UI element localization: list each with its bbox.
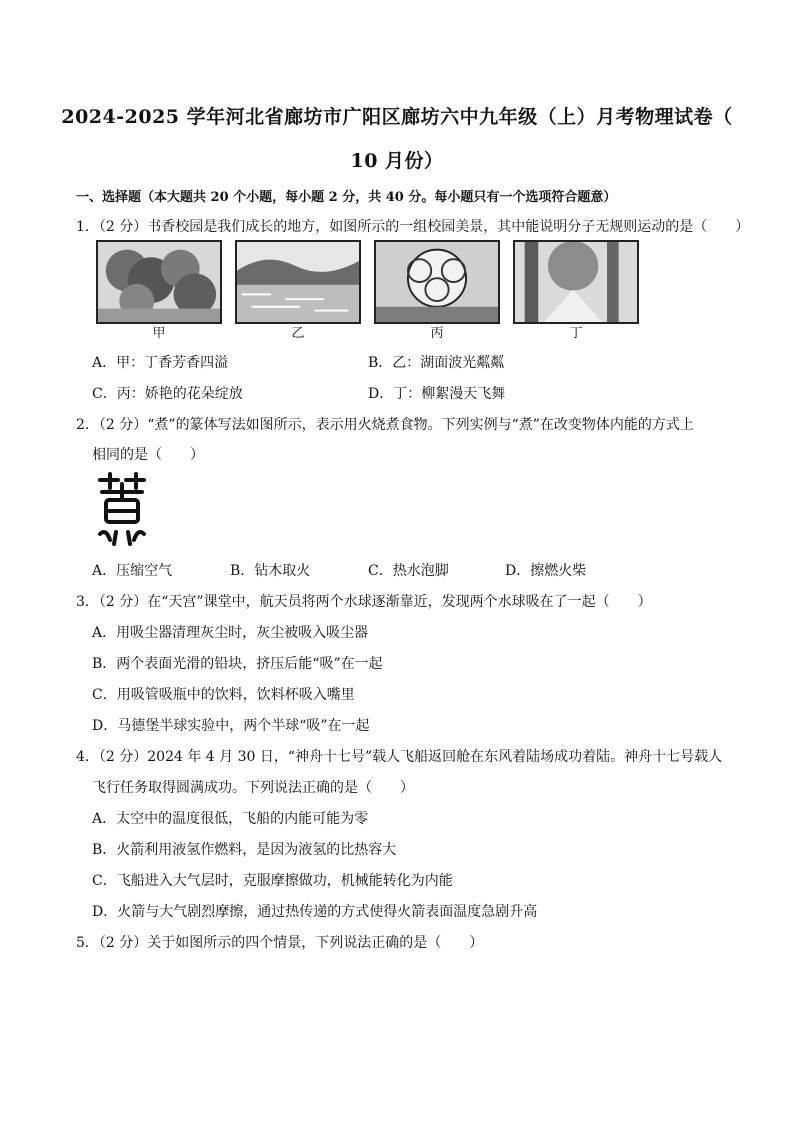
photo-yi-lake: [235, 240, 361, 324]
exam-title-line2: 10 月份）: [350, 150, 444, 172]
q1-stem: 1．（2 分）书香校园是我们成长的地方，如图所示的一组校园美景，其中能说明分子无规则运动的是（ ）: [76, 219, 750, 235]
q2-stem-line2: 相同的是（ ）: [92, 447, 204, 463]
q5-stem: 5．（2 分）关于如图所示的四个情景，下列说法正确的是（ ）: [76, 935, 484, 951]
photo-ding-catkins: [513, 240, 639, 324]
photo-label-bing: 丙: [430, 326, 444, 341]
q4-stem-line2: 飞行任务取得圆满成功。下列说法正确的是（ ）: [92, 780, 414, 796]
q1-option-d: D．丁：柳絮漫天飞舞: [368, 386, 506, 402]
q2-option-d: D．擦燃火柴: [505, 563, 587, 579]
photo-label-jia: 甲: [152, 326, 166, 341]
q3-option-a: A．用吸尘器清理灰尘时，灰尘被吸入吸尘器: [92, 625, 369, 641]
q4-option-a: A．太空中的温度很低，飞船的内能可能为零: [92, 811, 369, 827]
q2-option-a: A．压缩空气: [92, 563, 173, 579]
q2-option-c: C．热水泡脚: [368, 563, 449, 579]
photo-jia-lilac: [96, 240, 222, 324]
q3-stem: 3．（2 分）在“天宫”课堂中，航天员将两个水球逐渐靠近，发现两个水球吸在了一起（ ）: [76, 594, 652, 610]
q1-option-a: A．甲：丁香芳香四溢: [92, 355, 229, 371]
q4-option-d: D．火箭与大气剧烈摩擦，通过热传递的方式使得火箭表面温度急剧升高: [92, 904, 538, 920]
q2-stem-line1: 2．（2 分）“煮”的篆体写法如图所示，表示用火烧煮食物。下列实例与“煮”在改变物体内能的方式上: [76, 417, 694, 433]
q4-option-c: C．飞船进入大气层时，克服摩擦做功，机械能转化为内能: [92, 873, 453, 889]
q3-option-c: C．用吸管吸瓶中的饮料，饮料杯吸入嘴里: [92, 687, 355, 703]
photo-label-yi: 乙: [291, 326, 305, 341]
photo-bing-flower: [374, 240, 500, 324]
q2-option-b: B．钻木取火: [230, 563, 311, 579]
section-heading: 一、选择题（本大题共 20 个小题，每小题 2 分，共 40 分。每小题只有一个选项符合题意）: [76, 190, 617, 205]
q1-option-c: C．丙：娇艳的花朵绽放: [92, 386, 243, 402]
q3-option-d: D．马德堡半球实验中，两个半球“吸”在一起: [92, 718, 370, 734]
q1-option-b: B．乙：湖面波光粼粼: [368, 355, 505, 371]
photo-label-ding: 丁: [569, 326, 583, 341]
q4-stem-line1: 4．（2 分）2024 年 4 月 30 日，“神舟十七号”载人飞船返回舱在东风着陆场成功着陆。神舟十七号载人: [76, 749, 723, 765]
q1-photo-strip: [96, 240, 642, 341]
q3-option-b: B．两个表面光滑的铅块，挤压后能“吸”在一起: [92, 656, 383, 672]
q4-option-b: B．火箭利用液氢作燃料，是因为液氢的比热容大: [92, 842, 397, 858]
seal-script-zhu-icon: [92, 470, 152, 550]
exam-title-line1: 2024-2025 学年河北省廊坊市广阳区廊坊六中九年级（上）月考物理试卷（: [61, 106, 733, 128]
